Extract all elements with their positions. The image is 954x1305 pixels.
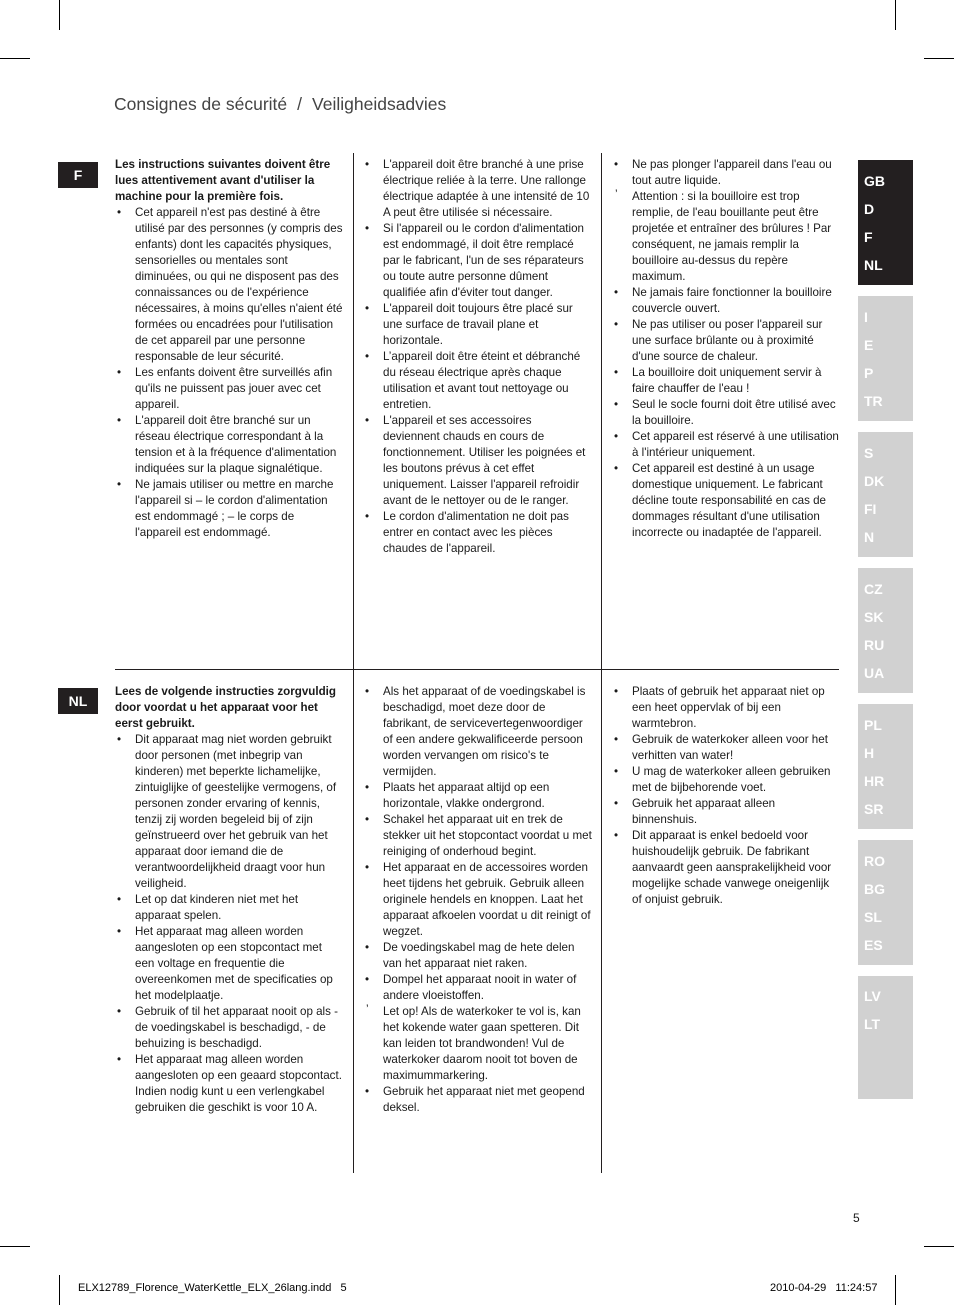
nl-column-1: [115, 684, 343, 1116]
list-item: • Ne jamais utiliser ou mettre en marche l'appareil si – le cordon d'alimentation est endommagé ; – le corps de l'appareil est endommagé.: [115, 477, 343, 541]
language-tab-es[interactable]: ES: [864, 936, 883, 953]
title-fr: Consignes de sécurité: [114, 94, 288, 114]
language-tab-group[interactable]: [858, 704, 913, 829]
language-tab-group[interactable]: [858, 840, 913, 965]
fr-list-2: [363, 157, 591, 557]
column-divider: [353, 153, 354, 670]
list-item: • Plaats het apparaat altijd op een horizontale, vlakke ondergrond.: [363, 780, 593, 812]
list-item: • Ne pas plonger l'appareil dans l'eau ou tout autre liquide.: [612, 157, 842, 189]
list-item: • Let op dat kinderen niet met het apparaat spelen.: [115, 892, 343, 924]
language-tab-gb[interactable]: GB: [864, 172, 885, 189]
fr-list-3: [612, 157, 842, 541]
nl-list-2: [363, 684, 593, 1116]
nl-column-3: [612, 684, 842, 908]
list-item: • Gebruik het apparaat alleen binnenshuis.: [612, 796, 842, 828]
crop-mark: [924, 58, 954, 59]
language-tab-h[interactable]: H: [864, 744, 875, 761]
language-tab-ro[interactable]: RO: [864, 852, 885, 869]
column-divider: [601, 670, 602, 1173]
crop-mark: [59, 0, 60, 30]
language-tab-group[interactable]: [858, 296, 913, 421]
crop-mark: [924, 1246, 954, 1247]
language-tab-bg[interactable]: BG: [864, 880, 885, 897]
list-item: • Les enfants doivent être surveillés afin qu'ils ne puissent pas jouer avec cet appareil.: [115, 365, 343, 413]
list-item: • L'appareil et ses accessoires deviennent chauds en cours de fonctionnement. Utiliser les poignées et les boutons prévus à cet effet uniquement. Laisser l'appareil refroidir avant de le nettoyer ou de le ranger.: [363, 413, 591, 509]
language-tab-lt[interactable]: LT: [864, 1016, 881, 1032]
list-item: • Gebruik de waterkoker alleen voor het verhitten van water!: [612, 732, 842, 764]
column-divider: [353, 670, 354, 1173]
list-item: • L'appareil doit toujours être placé sur une surface de travail plane et horizontale.: [363, 301, 591, 349]
title-separator: /: [297, 94, 303, 114]
section-badge-fr: F: [58, 162, 98, 188]
column-divider: [601, 153, 602, 670]
language-tab-group[interactable]: [858, 432, 913, 557]
list-item: • Als het apparaat of de voedingskabel is beschadigd, moet deze door de fabrikant, de servicevertegenwoordiger of een andere gekwalificeerde persoon worden vervangen om risico's te vermijden.: [363, 684, 593, 780]
list-item: • Ne pas utiliser ou poser l'appareil sur une surface brûlante ou à proximité d'une source de chaleur.: [612, 317, 842, 365]
language-tab-tr[interactable]: TR: [864, 392, 883, 409]
language-tab-nl[interactable]: NL: [864, 256, 883, 273]
fr-column-3: [612, 157, 842, 541]
language-tab-pl[interactable]: PL: [864, 716, 882, 733]
section-divider: [115, 669, 839, 670]
list-item: • Het apparaat mag alleen worden aangesloten op een stopcontact met een voltage en frequentie die overeenkomen met de specificaties op het modelplaatje.: [115, 924, 343, 1004]
language-tab-dk[interactable]: DK: [864, 472, 885, 489]
crop-mark: [895, 1275, 896, 1305]
list-item: • Plaats of gebruik het apparaat niet op een heet oppervlak of bij een warmtebron.: [612, 684, 842, 732]
language-tab-fi[interactable]: FI: [864, 500, 877, 517]
language-tab-group[interactable]: [858, 568, 913, 693]
crop-mark: [0, 58, 30, 59]
list-item: • Cet appareil est réservé à une utilisation à l'intérieur uniquement.: [612, 429, 842, 461]
page-number: 5: [853, 1211, 860, 1225]
language-tab-group[interactable]: [858, 160, 913, 285]
list-item: • Cet appareil est destiné à un usage domestique uniquement. Le fabricant décline toute responsabilité en cas de dommages résultant d'une utilisation incorrecte ou inadaptée de l'appareil.: [612, 461, 842, 541]
language-tab-lv[interactable]: LV: [864, 988, 881, 1004]
list-item: • Seul le socle fourni doit être utilisé avec la bouilloire.: [612, 397, 842, 429]
fr-column-2: [363, 157, 591, 557]
list-item: • Cet appareil n'est pas destiné à être utilisé par des personnes (y compris des enfants) dont les capacités physiques, sensorielles ou mentales sont diminuées, ou qui ne disposent pas des connaissances ou de l'expérience nécessaires, à moins qu'elles n'aient été formées ou encadrées pour l'utilisation de cet appareil par une personne responsable de leur sécurité.: [115, 205, 343, 365]
crop-mark: [0, 1246, 30, 1247]
list-item: • Het apparaat mag alleen worden aangesloten op een geaard stopcontact. Indien nodig kunt u een verlengkabel gebruiken die geschikt is voor 10 A.: [115, 1052, 343, 1116]
list-item: • Schakel het apparaat uit en trek de stekker uit het stopcontact voordat u met reiniging of onderhoud begint.: [363, 812, 593, 860]
language-tab-p[interactable]: P: [864, 364, 874, 381]
language-tab-sk[interactable]: SK: [864, 608, 884, 625]
nl-column-2: [363, 684, 593, 1116]
list-item: • Dit apparaat is enkel bedoeld voor huishoudelijk gebruik. De fabrikant aanvaardt geen aansprakelijkheid voor mogelijke schade vanwege oneigenlijk of onjuist gebruik.: [612, 828, 842, 908]
nl-list-3: [612, 684, 842, 908]
footer-timestamp: 2010-04-29 11:24:57: [770, 1282, 878, 1294]
nl-lead: Lees de volgende instructies zorgvuldig door voordat u het apparaat voor het eerst gebruikt.: [115, 685, 336, 730]
list-item: • Het apparaat en de accessoires worden heet tijdens het gebruik. Gebruik alleen originele hendels en knoppen. Laat het apparaat afkoelen voordat u dit reinigt of wegzet.: [363, 860, 593, 940]
language-tab-group[interactable]: [858, 976, 913, 1099]
language-tab-d[interactable]: D: [864, 200, 875, 217]
list-item: • U mag de waterkoker alleen gebruiken met de bijbehorende voet.: [612, 764, 842, 796]
list-item: • Le cordon d'alimentation ne doit pas entrer en contact avec les pièces chaudes de l'appareil.: [363, 509, 591, 557]
page-title: [114, 94, 446, 115]
fr-column-1: [115, 157, 343, 541]
list-item: • Dompel het apparaat nooit in water of andere vloeistoffen.: [363, 972, 593, 1004]
list-item: • L’appareil doit être éteint et débranché du réseau électrique après chaque utilisation et avant tout nettoyage ou entretien.: [363, 349, 591, 413]
list-item: • Ne jamais faire fonctionner la bouilloire couvercle ouvert.: [612, 285, 842, 317]
section-badge-nl: NL: [58, 688, 98, 714]
language-tab-sl[interactable]: SL: [864, 908, 882, 925]
list-item: • Gebruik het apparaat niet met geopend deksel.: [363, 1084, 593, 1116]
list-item: • Si l'appareil ou le cordon d'alimentation est endommagé, il doit être remplacé par le fabricant, l'un de ses réparateurs ou toute autre personne dûment qualifiée afin d'éviter tout danger.: [363, 221, 591, 301]
language-tab-ua[interactable]: UA: [864, 664, 885, 681]
crop-mark: [59, 1275, 60, 1305]
list-item: • L'appareil doit être branché à une prise électrique reliée à la terre. Une rallonge électrique adaptée à une intensité de 10 A peut être utilisée si nécessaire.: [363, 157, 591, 221]
list-item: ’ Let op! Als de waterkoker te vol is, kan het kokende water gaan spetteren. Dit kan leiden tot brandwonden! Vul de waterkoker daarom nooit tot boven de maximummarkering.: [363, 1004, 593, 1084]
fr-list-1: [115, 205, 343, 541]
language-tab-f[interactable]: F: [864, 228, 873, 245]
language-tab-cz[interactable]: CZ: [864, 580, 883, 597]
nl-list-1: [115, 732, 343, 1116]
crop-mark: [895, 0, 896, 30]
language-tab-sr[interactable]: SR: [864, 800, 884, 817]
language-tab-n[interactable]: N: [864, 528, 875, 545]
list-item: ’ Attention : si la bouilloire est trop remplie, de l'eau bouillante peut être projetée et entraîner des brûlures ! Par conséquent, ne jamais remplir la bouilloire au-dessus du repère maximum.: [612, 189, 842, 285]
language-tab-i[interactable]: I: [864, 308, 868, 325]
list-item: • L'appareil doit être branché sur un réseau électrique correspondant à la tension et à la fréquence d'alimentation indiquées sur la plaque signalétique.: [115, 413, 343, 477]
title-nl: Veiligheidsadvies: [312, 94, 447, 114]
footer-filename: ELX12789_Florence_WaterKettle_ELX_26lang.indd 5: [78, 1282, 347, 1294]
language-tab-e[interactable]: E: [864, 336, 874, 353]
language-tab-s[interactable]: S: [864, 444, 874, 461]
list-item: • Dit apparaat mag niet worden gebruikt door personen (met inbegrip van kinderen) met beperkte lichamelijke, zintuiglijke of geestelijke vermogens, of personen zonder ervaring of kennis, tenzij zij worden begeleid bij of zijn geïnstrueerd over het gebruik van het apparaat door iemand die de verantwoordelijkheid draagt voor hun veiligheid.: [115, 732, 343, 892]
language-tab-hr[interactable]: HR: [864, 772, 885, 789]
list-item: • Gebruik of til het apparaat nooit op als - de voedingskabel is beschadigd, - de behuizing is beschadigd.: [115, 1004, 343, 1052]
list-item: • La bouilloire doit uniquement servir à faire chauffer de l'eau !: [612, 365, 842, 397]
list-item: • De voedingskabel mag de hete delen van het apparaat niet raken.: [363, 940, 593, 972]
language-tab-ru[interactable]: RU: [864, 636, 885, 653]
fr-lead: Les instructions suivantes doivent être lues attentivement avant d'utiliser la machine pour la première fois.: [115, 158, 331, 203]
